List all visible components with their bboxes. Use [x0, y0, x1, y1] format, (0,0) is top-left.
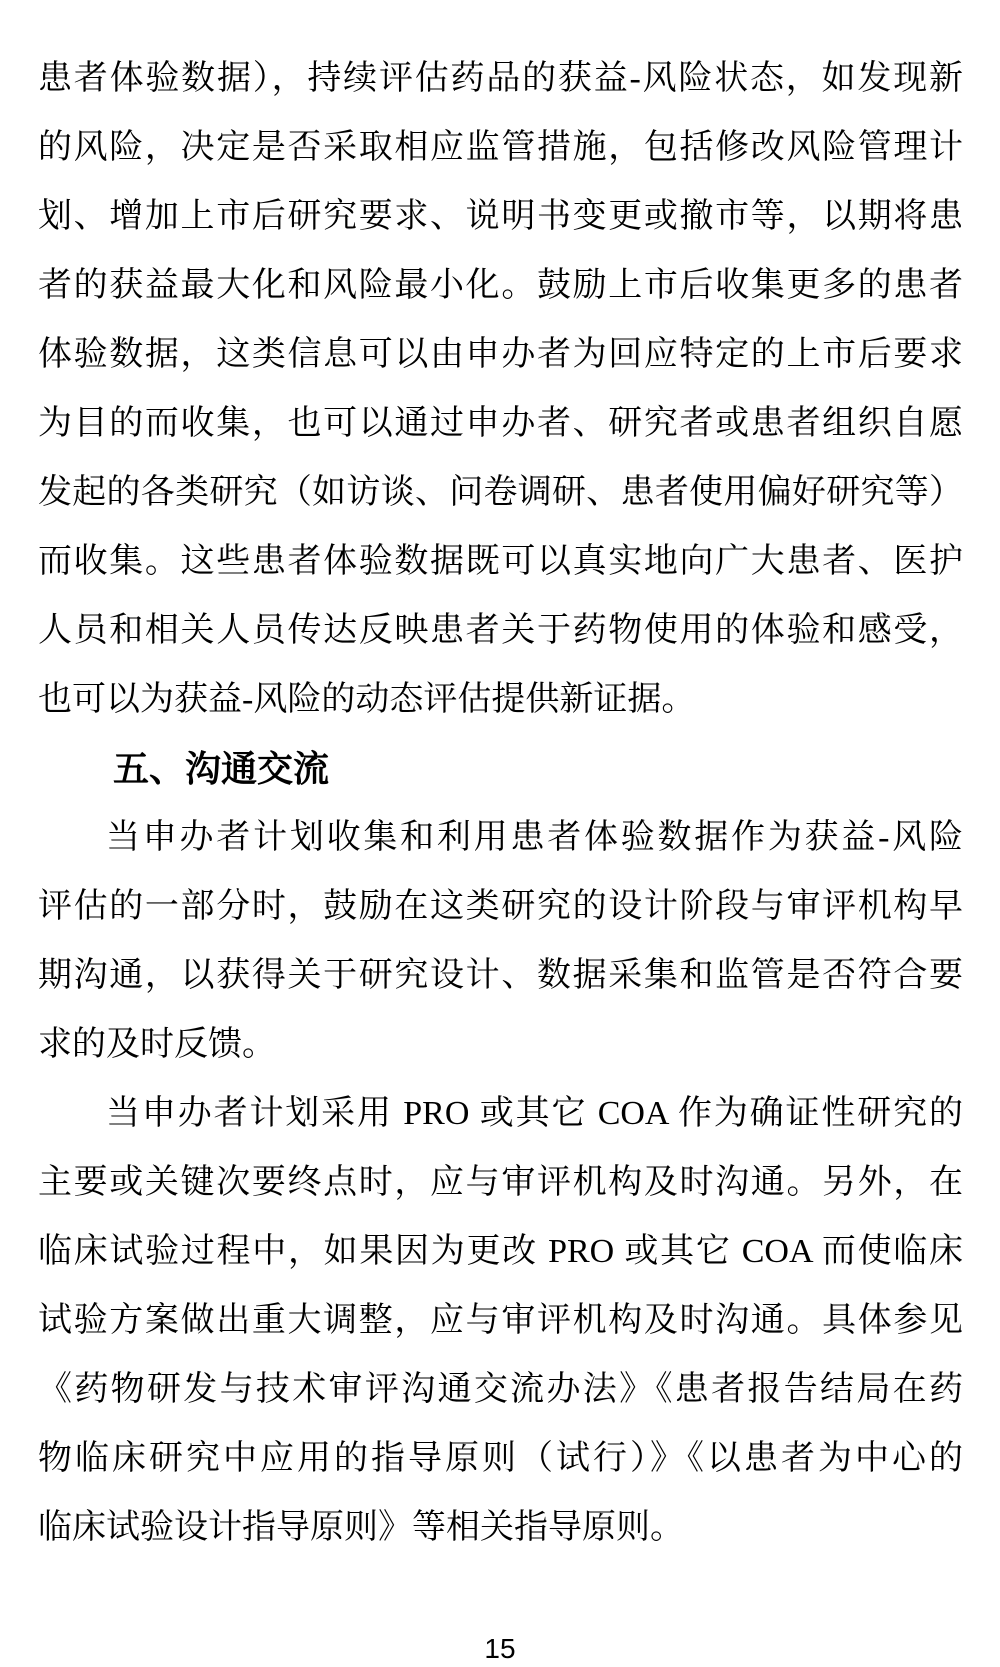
text-line: 期沟通，以获得关于研究设计、数据采集和监管是否符合要	[38, 957, 963, 994]
text-line: 《药物研发与技术审评沟通交流办法》《患者报告结局在药	[38, 1371, 963, 1408]
text-line: 当申办者计划采用 PRO 或其它 COA 作为确证性研究的	[106, 1095, 963, 1132]
text-line: 也可以为获益-风险的动态评估提供新证据。	[38, 681, 696, 718]
text-line: 体验数据，这类信息可以由申办者为回应特定的上市后要求	[38, 336, 963, 373]
text-line: 试验方案做出重大调整，应与审评机构及时沟通。具体参见	[38, 1302, 963, 1339]
text-line: 的风险，决定是否采取相应监管措施，包括修改风险管理计	[38, 129, 963, 166]
text-line: 而收集。这些患者体验数据既可以真实地向广大患者、医护	[38, 543, 963, 580]
text-line: 者的获益最大化和风险最小化。鼓励上市后收集更多的患者	[38, 267, 963, 304]
text-line: 求的及时反馈。	[38, 1026, 276, 1063]
text-line: 人员和相关人员传达反映患者关于药物使用的体验和感受，	[38, 612, 963, 649]
text-line: 划、增加上市后研究要求、说明书变更或撤市等，以期将患	[38, 198, 963, 235]
text-line: 患者体验数据），持续评估药品的获益-风险状态，如发现新	[38, 60, 963, 97]
section-heading: 五、沟通交流	[113, 748, 330, 789]
text-line: 临床试验设计指导原则》等相关指导原则。	[38, 1509, 684, 1546]
text-line: 临床试验过程中，如果因为更改 PRO 或其它 COA 而使临床	[38, 1233, 963, 1270]
text-line: 为目的而收集，也可以通过申办者、研究者或患者组织自愿	[38, 405, 963, 442]
text-line: 物临床研究中应用的指导原则（试行）》《以患者为中心的	[38, 1440, 963, 1477]
text-block	[38, 44, 963, 1562]
page-number: 15	[484, 1633, 516, 1664]
text-line: 主要或关键次要终点时，应与审评机构及时沟通。另外，在	[38, 1164, 963, 1201]
text-line: 发起的各类研究（如访谈、问卷调研、患者使用偏好研究等）	[38, 474, 963, 511]
text-line: 评估的一部分时，鼓励在这类研究的设计阶段与审评机构早	[38, 888, 963, 925]
text-line: 当申办者计划收集和利用患者体验数据作为获益-风险	[106, 819, 963, 856]
